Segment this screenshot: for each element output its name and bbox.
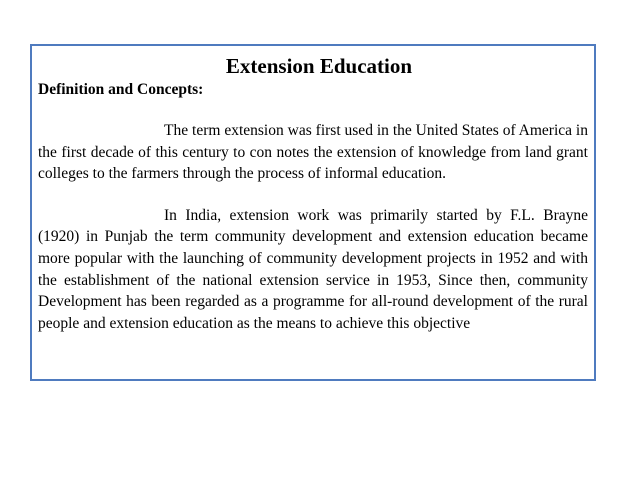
blank-line	[38, 100, 588, 120]
paragraph-1	[38, 120, 588, 185]
section-heading: Definition and Concepts:	[38, 81, 204, 98]
blank-line	[38, 185, 588, 205]
paragraph-2	[38, 205, 588, 335]
paragraph-1-text: The term extension was first used in the United States of America in the first decade of this century to con notes the extension of knowledge from land grant colleges to the farmers through the process of informal education.	[38, 122, 588, 183]
content-box	[30, 44, 596, 381]
document-title: Extension Education	[225, 54, 413, 78]
paragraph-2-text: In India, extension work was primarily started by F.L. Brayne (1920) in Punjab the term community development and extension education became more popular with the launching of community development projects in 1952 and with the establishment of the national extension service in 1953, Since then, community Development has been regarded as a programme for all-round development of the rural people and extension education as the means to achieve this objective	[38, 206, 588, 332]
